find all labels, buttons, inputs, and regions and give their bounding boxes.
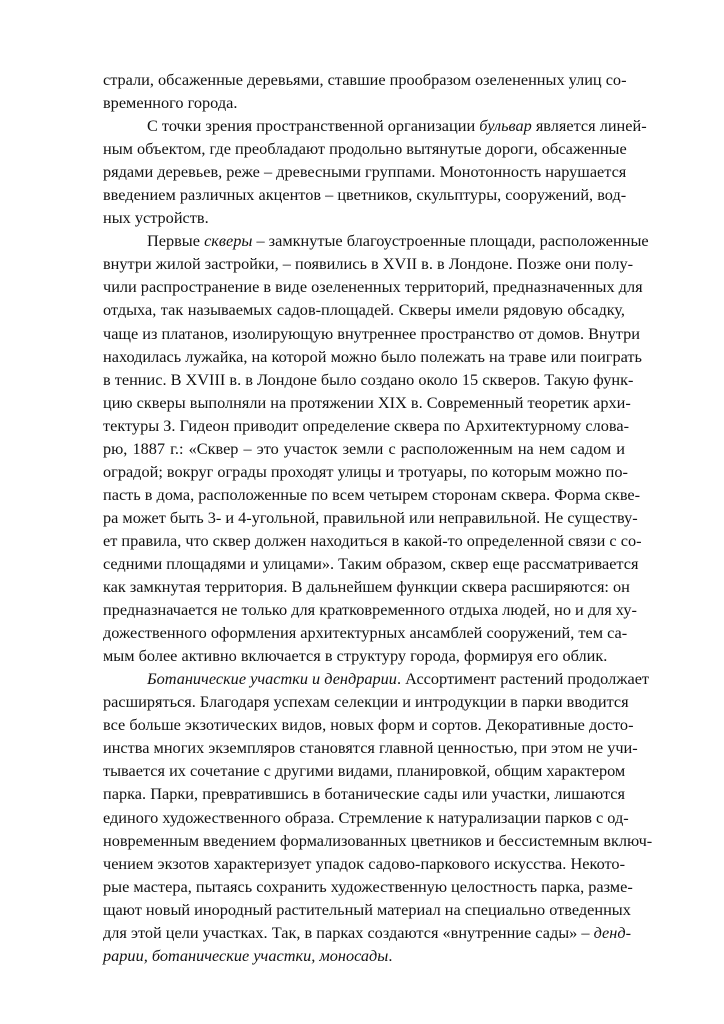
text-line bbox=[103, 252, 634, 275]
text-run: временного города. bbox=[103, 93, 238, 113]
text-line bbox=[103, 690, 629, 713]
italic-term: денд- bbox=[593, 922, 632, 942]
text-line bbox=[103, 183, 625, 206]
text-line bbox=[103, 759, 625, 782]
text-line bbox=[103, 414, 630, 437]
text-line bbox=[103, 114, 647, 137]
text-line bbox=[103, 713, 634, 736]
text-line bbox=[103, 598, 637, 621]
text-line bbox=[103, 91, 625, 114]
paragraph bbox=[103, 667, 653, 967]
text-run: дожественного оформления архитектурных ансамблей сооружений, тем са- bbox=[103, 623, 628, 643]
paragraph bbox=[103, 68, 625, 114]
text-line bbox=[103, 829, 653, 852]
text-run: чением экзотов характеризует упадок садово-паркового искусства. Некото- bbox=[103, 853, 625, 873]
text-run: тектуры З. Гидеон приводит определение сквера по Архитектурному слова- bbox=[103, 415, 630, 435]
text-line bbox=[103, 852, 625, 875]
text-run: находилась лужайка, на которой можно было полежать на траве или поиграть bbox=[103, 346, 642, 366]
text-run: единого художественного образа. Стремление к натурализации парков с од- bbox=[103, 807, 629, 827]
text-line bbox=[103, 529, 642, 552]
text-line bbox=[103, 644, 625, 667]
text-column bbox=[103, 68, 653, 967]
text-run: рядами деревьев, реже – древесными группами. Монотонность нарушается bbox=[103, 162, 627, 182]
text-line bbox=[103, 483, 641, 506]
text-line bbox=[103, 460, 628, 483]
paragraph bbox=[103, 114, 647, 229]
text-line bbox=[103, 229, 649, 252]
text-line bbox=[103, 206, 625, 229]
text-line bbox=[103, 621, 628, 644]
text-run: ным объектом, где преобладают продольно вытянутые дороги, обсаженные bbox=[103, 139, 627, 159]
text-run: новременным введением формализованных цветников и бессистемным включ- bbox=[103, 830, 653, 850]
text-line bbox=[103, 368, 634, 391]
text-run: рю, 1887 г.: «Сквер – это участок земли с расположенным на нем садом и bbox=[103, 438, 625, 458]
text-line bbox=[103, 667, 650, 690]
text-run: отдыха, так называемых садов-площадей. Скверы имели рядовую обсадку, bbox=[103, 300, 625, 320]
text-run: рые мастера, пытаясь сохранить художественную целостность парка, разме- bbox=[103, 876, 633, 896]
text-line bbox=[103, 437, 625, 460]
text-run: ных устройств. bbox=[103, 208, 209, 228]
text-run: расширяться. Благодаря успехам селекции и интродукции в парки вводится bbox=[103, 692, 629, 712]
text-line bbox=[103, 391, 631, 414]
text-run: как замкнутая территория. В дальнейшем функции сквера расширяются: он bbox=[103, 577, 630, 597]
text-run: инства многих экземпляров становятся главной ценностью, при этом не учи- bbox=[103, 738, 638, 758]
text-line bbox=[103, 898, 631, 921]
text-line bbox=[103, 345, 642, 368]
text-line bbox=[103, 322, 640, 345]
text-line bbox=[103, 782, 625, 805]
text-run: ра может быть 3- и 4-угольной, правильной или неправильной. Не существу- bbox=[103, 507, 638, 527]
text-run: парка. Парки, превратившись в ботанические сады или участки, лишаются bbox=[103, 784, 625, 804]
italic-term: рарии, ботанические участки, моносады bbox=[103, 945, 389, 965]
italic-term: скверы bbox=[204, 231, 253, 251]
text-line bbox=[103, 137, 625, 160]
text-run: . Ассортимент растений продолжает bbox=[396, 669, 650, 689]
text-run: предназначается не только для кратковременного отдыха людей, но и для ху- bbox=[103, 600, 637, 620]
text-line bbox=[103, 575, 630, 598]
text-line bbox=[103, 275, 643, 298]
text-run: чили распространение в виде озелененных территорий, предназначенных для bbox=[103, 277, 643, 297]
text-run: введением различных акцентов – цветников, скульптуры, сооружений, вод- bbox=[103, 185, 627, 205]
text-line bbox=[103, 552, 639, 575]
text-line bbox=[103, 875, 633, 898]
text-line bbox=[103, 944, 625, 967]
text-line bbox=[103, 921, 632, 944]
text-run: для этой цели участках. Так, в парках создаются «внутренние сады» – bbox=[103, 922, 594, 942]
text-line bbox=[103, 736, 638, 759]
text-run: . bbox=[388, 945, 393, 965]
text-run: в теннис. В XVIII в. в Лондоне было создано около 15 скверов. Такую функ- bbox=[103, 369, 634, 389]
text-run: тывается их сочетание с другими видами, планировкой, общим характером bbox=[103, 761, 626, 781]
text-line bbox=[103, 298, 625, 321]
text-line bbox=[103, 806, 629, 829]
text-run: все больше экзотических видов, новых форм и сортов. Декоративные досто- bbox=[103, 715, 634, 735]
text-run: мым более активно включается в структуру города, формируя его облик. bbox=[103, 646, 608, 666]
text-run: – замкнутые благоустроенные площади, расположенные bbox=[252, 231, 649, 251]
text-run: ет правила, что сквер должен находиться в какой-то определенной связи с со- bbox=[103, 530, 642, 550]
text-run: цию скверы выполняли на протяжении XIX в. Современный теоретик архи- bbox=[103, 392, 631, 412]
italic-term: бульвар bbox=[479, 116, 532, 136]
text-run: внутри жилой застройки, – появились в XVII в. в Лондоне. Позже они полу- bbox=[103, 254, 634, 274]
text-run: щают новый инородный растительный материал на специально отведенных bbox=[103, 899, 631, 919]
text-line bbox=[103, 68, 625, 91]
text-line bbox=[103, 506, 638, 529]
paragraph bbox=[103, 229, 649, 667]
text-run: чаще из платанов, изолирующую внутреннее пространство от домов. Внутри bbox=[103, 323, 640, 343]
text-run: пасть в дома, расположенные по всем четырем сторонам сквера. Форма скве- bbox=[103, 484, 641, 504]
text-run: является линей- bbox=[531, 116, 647, 136]
text-run: Первые bbox=[147, 231, 205, 251]
text-run: С точки зрения пространственной организации bbox=[147, 116, 480, 136]
italic-term: Ботанические участки и дендрарии bbox=[147, 669, 397, 689]
text-run: седними площадями и улицами». Таким образом, сквер еще рассматривается bbox=[103, 553, 639, 573]
text-run: оградой; вокруг ограды проходят улицы и тротуары, по которым можно по- bbox=[103, 461, 628, 481]
text-line bbox=[103, 160, 625, 183]
text-run: страли, обсаженные деревьями, ставшие прообразом озелененных улиц со- bbox=[103, 70, 627, 89]
